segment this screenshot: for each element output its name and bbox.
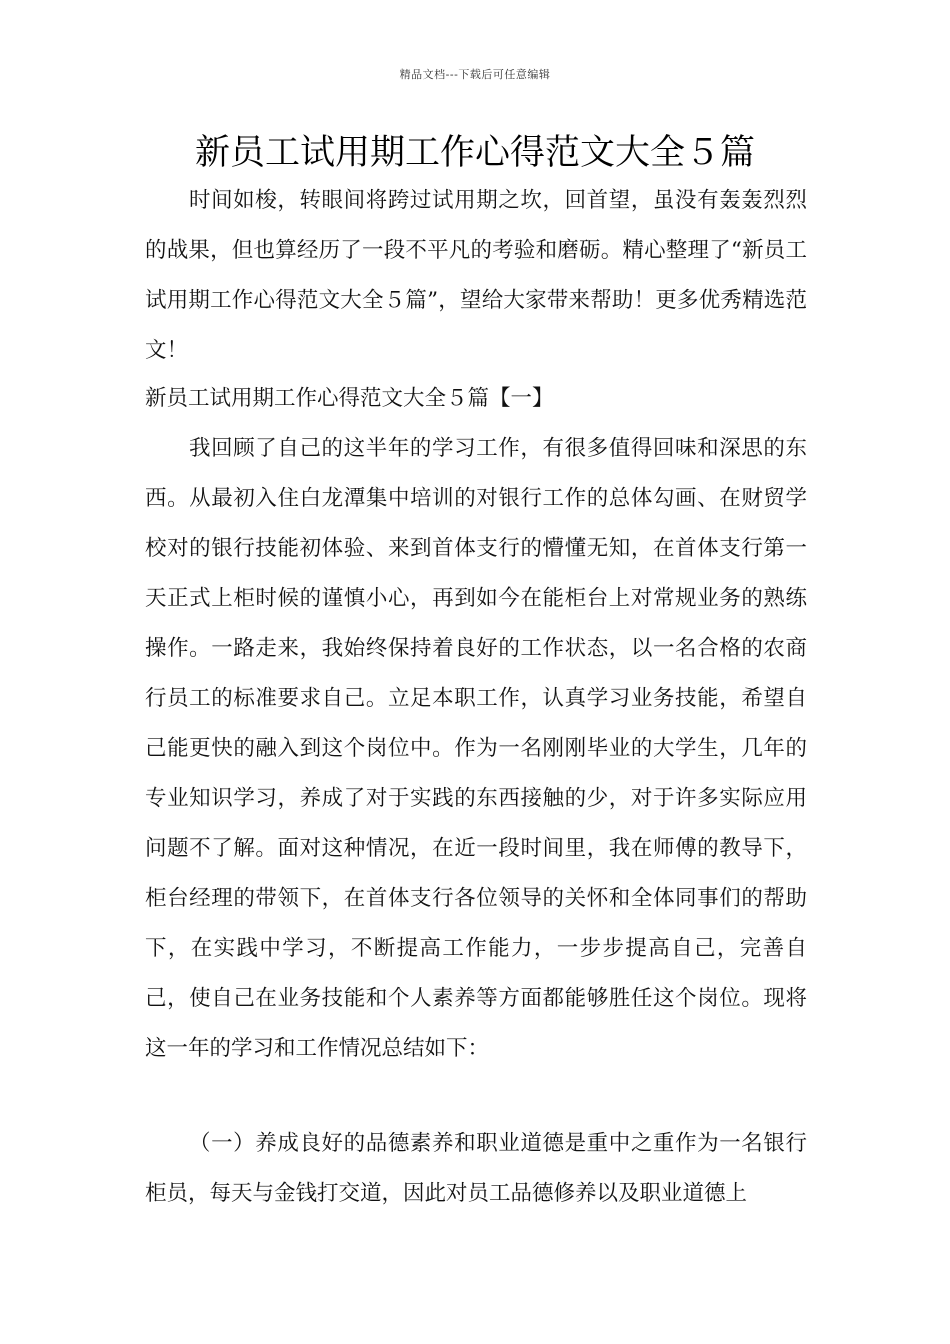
body-paragraph-1: 我回顾了自己的这半年的学习工作，有很多值得回味和深思的东西。从最初入住白龙潭集中培训的对银行工作的总体勾画、在财贸学校对的银行技能初体验、来到首体支行的懵懂无知，在首体支行第一天正式上柜时候的谨慎小心，再到如今在能柜台上对常规业务的熟练操作。一路走来，我始终保持着良好的工作状态，以一名合格的农商行员工的标准要求自己。立足本职工作，认真学习业务技能，希望自己能更快的融入到这个岗位中。作为一名刚刚毕业的大学生，几年的专业知识学习，养成了对于实践的东西接触的少，对于许多实际应用问题不了解。面对这种情况，在近一段时间里，我在师傅的教导下，柜台经理的带领下，在首体支行各位领导的关怀和全体同事们的帮助下，在实践中学习，不断提高工作能力，一步步提高自己，完善自己，使自己在业务技能和个人素养等方面都能够胜任这个岗位。现将这一年的学习和工作情况总结如下： (145, 436, 807, 1061)
header-note: 精品文档---下载后可任意编辑 (399, 68, 551, 81)
body-paragraph-2: （一）养成良好的品德素养和职业道德是重中之重作为一名银行柜员，每天与金钱打交道，因此对员工品德修养以及职业道德上 (145, 1131, 807, 1206)
section-heading: 新员工试用期工作心得范文大全５篇【一】 (145, 386, 554, 411)
document-title: 新员工试用期工作心得范文大全５篇 (194, 133, 755, 173)
intro-paragraph: 时间如梭，转眼间将跨过试用期之坎，回首望，虽没有轰轰烈烈的战果，但也算经历了一段不平凡的考验和磨砺。精心整理了“新员工试用期工作心得范文大全５篇”，望给大家带来帮助！更多优秀精选范文！ (145, 188, 807, 363)
